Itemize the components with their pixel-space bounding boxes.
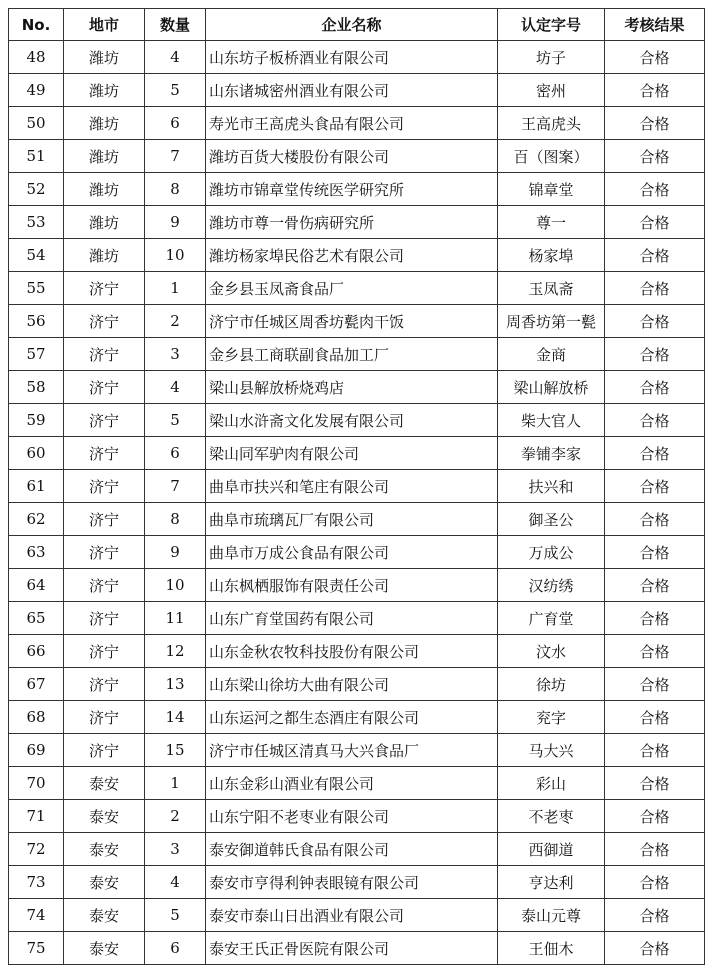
cell-no: 51 [9, 140, 64, 173]
cell-no: 72 [9, 833, 64, 866]
cell-name: 金乡县工商联副食品加工厂 [206, 338, 498, 371]
cell-qty: 4 [145, 371, 206, 404]
cell-name: 泰安市亨得利钟表眼镜有限公司 [206, 866, 498, 899]
cell-mark: 御圣公 [498, 503, 605, 536]
cell-city: 泰安 [64, 899, 145, 932]
cell-result: 合格 [605, 371, 705, 404]
cell-qty: 7 [145, 140, 206, 173]
cell-no: 48 [9, 41, 64, 74]
cell-result: 合格 [605, 932, 705, 965]
cell-result: 合格 [605, 338, 705, 371]
cell-no: 63 [9, 536, 64, 569]
cell-city: 潍坊 [64, 140, 145, 173]
cell-city: 济宁 [64, 668, 145, 701]
cell-qty: 9 [145, 536, 206, 569]
cell-qty: 8 [145, 503, 206, 536]
table-row [9, 206, 705, 239]
cell-result: 合格 [605, 404, 705, 437]
cell-city: 济宁 [64, 371, 145, 404]
cell-no: 61 [9, 470, 64, 503]
cell-no: 55 [9, 272, 64, 305]
cell-mark: 柴大官人 [498, 404, 605, 437]
cell-qty: 5 [145, 899, 206, 932]
cell-qty: 1 [145, 767, 206, 800]
cell-result: 合格 [605, 668, 705, 701]
cell-result: 合格 [605, 437, 705, 470]
table-row [9, 305, 705, 338]
table-row [9, 338, 705, 371]
cell-name: 山东运河之都生态酒庄有限公司 [206, 701, 498, 734]
cell-no: 53 [9, 206, 64, 239]
cell-qty: 3 [145, 833, 206, 866]
cell-city: 泰安 [64, 800, 145, 833]
table-row [9, 74, 705, 107]
cell-city: 潍坊 [64, 206, 145, 239]
cell-name: 金乡县玉凤斋食品厂 [206, 272, 498, 305]
table-row [9, 371, 705, 404]
header-mark: 认定字号 [498, 9, 605, 41]
cell-result: 合格 [605, 833, 705, 866]
cell-city: 济宁 [64, 734, 145, 767]
cell-no: 68 [9, 701, 64, 734]
cell-qty: 3 [145, 338, 206, 371]
cell-result: 合格 [605, 206, 705, 239]
cell-qty: 2 [145, 305, 206, 338]
cell-name: 潍坊市尊一骨伤病研究所 [206, 206, 498, 239]
cell-result: 合格 [605, 734, 705, 767]
cell-result: 合格 [605, 41, 705, 74]
table-row [9, 404, 705, 437]
cell-no: 57 [9, 338, 64, 371]
cell-name: 济宁市任城区清真马大兴食品厂 [206, 734, 498, 767]
table-row [9, 173, 705, 206]
document-page [8, 8, 705, 965]
table-row [9, 833, 705, 866]
table-body [9, 41, 705, 965]
cell-qty: 6 [145, 437, 206, 470]
cell-name: 山东广育堂国药有限公司 [206, 602, 498, 635]
cell-mark: 杨家埠 [498, 239, 605, 272]
table-row [9, 470, 705, 503]
cell-qty: 1 [145, 272, 206, 305]
cell-qty: 13 [145, 668, 206, 701]
header-result: 考核结果 [605, 9, 705, 41]
cell-mark: 不老枣 [498, 800, 605, 833]
cell-mark: 彩山 [498, 767, 605, 800]
cell-name: 山东坊子板桥酒业有限公司 [206, 41, 498, 74]
cell-no: 74 [9, 899, 64, 932]
cell-result: 合格 [605, 899, 705, 932]
cell-no: 54 [9, 239, 64, 272]
cell-qty: 7 [145, 470, 206, 503]
cell-mark: 坊子 [498, 41, 605, 74]
cell-city: 济宁 [64, 536, 145, 569]
cell-no: 71 [9, 800, 64, 833]
cell-mark: 西御道 [498, 833, 605, 866]
cell-name: 潍坊杨家埠民俗艺术有限公司 [206, 239, 498, 272]
cell-name: 曲阜市扶兴和笔庄有限公司 [206, 470, 498, 503]
table-row [9, 932, 705, 965]
cell-mark: 兖字 [498, 701, 605, 734]
cell-qty: 5 [145, 74, 206, 107]
cell-name: 山东金秋农牧科技股份有限公司 [206, 635, 498, 668]
cell-result: 合格 [605, 503, 705, 536]
cell-mark: 尊一 [498, 206, 605, 239]
cell-result: 合格 [605, 74, 705, 107]
cell-city: 济宁 [64, 338, 145, 371]
cell-city: 泰安 [64, 932, 145, 965]
cell-mark: 汉纺绣 [498, 569, 605, 602]
cell-city: 潍坊 [64, 173, 145, 206]
enterprise-table [8, 8, 705, 965]
cell-qty: 9 [145, 206, 206, 239]
header-name: 企业名称 [206, 9, 498, 41]
cell-name: 梁山水浒斋文化发展有限公司 [206, 404, 498, 437]
table-row [9, 635, 705, 668]
cell-qty: 8 [145, 173, 206, 206]
table-row [9, 866, 705, 899]
cell-city: 济宁 [64, 635, 145, 668]
cell-result: 合格 [605, 470, 705, 503]
cell-city: 济宁 [64, 503, 145, 536]
cell-name: 曲阜市万成公食品有限公司 [206, 536, 498, 569]
cell-mark: 徐坊 [498, 668, 605, 701]
cell-no: 66 [9, 635, 64, 668]
cell-name: 山东金彩山酒业有限公司 [206, 767, 498, 800]
header-city: 地市 [64, 9, 145, 41]
cell-qty: 11 [145, 602, 206, 635]
cell-no: 64 [9, 569, 64, 602]
cell-no: 60 [9, 437, 64, 470]
cell-name: 潍坊市锦章堂传统医学研究所 [206, 173, 498, 206]
cell-mark: 金商 [498, 338, 605, 371]
cell-city: 泰安 [64, 833, 145, 866]
table-row [9, 437, 705, 470]
cell-city: 泰安 [64, 767, 145, 800]
cell-no: 75 [9, 932, 64, 965]
cell-name: 曲阜市琉璃瓦厂有限公司 [206, 503, 498, 536]
cell-name: 山东宁阳不老枣业有限公司 [206, 800, 498, 833]
cell-qty: 10 [145, 239, 206, 272]
cell-result: 合格 [605, 107, 705, 140]
cell-qty: 15 [145, 734, 206, 767]
cell-city: 潍坊 [64, 239, 145, 272]
cell-result: 合格 [605, 800, 705, 833]
header-qty: 数量 [145, 9, 206, 41]
cell-no: 58 [9, 371, 64, 404]
cell-no: 69 [9, 734, 64, 767]
cell-mark: 王佃木 [498, 932, 605, 965]
cell-city: 济宁 [64, 272, 145, 305]
cell-mark: 王高虎头 [498, 107, 605, 140]
table-row [9, 569, 705, 602]
table-row [9, 239, 705, 272]
cell-no: 67 [9, 668, 64, 701]
cell-result: 合格 [605, 602, 705, 635]
cell-city: 济宁 [64, 569, 145, 602]
cell-qty: 6 [145, 932, 206, 965]
cell-mark: 百（图案） [498, 140, 605, 173]
table-row [9, 503, 705, 536]
cell-qty: 12 [145, 635, 206, 668]
cell-mark: 锦章堂 [498, 173, 605, 206]
cell-no: 59 [9, 404, 64, 437]
cell-name: 泰安御道韩氏食品有限公司 [206, 833, 498, 866]
cell-mark: 马大兴 [498, 734, 605, 767]
cell-result: 合格 [605, 305, 705, 338]
cell-city: 潍坊 [64, 74, 145, 107]
cell-no: 56 [9, 305, 64, 338]
cell-city: 泰安 [64, 866, 145, 899]
table-header [9, 9, 705, 41]
cell-qty: 6 [145, 107, 206, 140]
header-no: No. [9, 9, 64, 41]
cell-mark: 拳铺李家 [498, 437, 605, 470]
cell-result: 合格 [605, 635, 705, 668]
cell-name: 山东梁山徐坊大曲有限公司 [206, 668, 498, 701]
cell-no: 65 [9, 602, 64, 635]
table-row [9, 602, 705, 635]
cell-no: 50 [9, 107, 64, 140]
cell-mark: 万成公 [498, 536, 605, 569]
cell-result: 合格 [605, 272, 705, 305]
cell-name: 寿光市王高虎头食品有限公司 [206, 107, 498, 140]
cell-no: 49 [9, 74, 64, 107]
cell-name: 梁山县解放桥烧鸡店 [206, 371, 498, 404]
table-row [9, 107, 705, 140]
cell-city: 济宁 [64, 602, 145, 635]
cell-result: 合格 [605, 701, 705, 734]
cell-result: 合格 [605, 140, 705, 173]
cell-mark: 汶水 [498, 635, 605, 668]
cell-city: 潍坊 [64, 107, 145, 140]
cell-city: 济宁 [64, 437, 145, 470]
cell-city: 济宁 [64, 470, 145, 503]
cell-qty: 5 [145, 404, 206, 437]
table-row [9, 272, 705, 305]
cell-city: 济宁 [64, 404, 145, 437]
table-row [9, 800, 705, 833]
cell-name: 济宁市任城区周香坊甏肉干饭 [206, 305, 498, 338]
cell-no: 52 [9, 173, 64, 206]
cell-mark: 泰山元尊 [498, 899, 605, 932]
cell-mark: 梁山解放桥 [498, 371, 605, 404]
cell-name: 潍坊百货大楼股份有限公司 [206, 140, 498, 173]
cell-mark: 周香坊第一甏 [498, 305, 605, 338]
cell-qty: 10 [145, 569, 206, 602]
cell-name: 泰安王氏正骨医院有限公司 [206, 932, 498, 965]
cell-city: 济宁 [64, 305, 145, 338]
cell-name: 山东枫栖服饰有限责任公司 [206, 569, 498, 602]
cell-qty: 14 [145, 701, 206, 734]
cell-city: 潍坊 [64, 41, 145, 74]
table-row [9, 767, 705, 800]
table-row [9, 701, 705, 734]
cell-name: 山东诸城密州酒业有限公司 [206, 74, 498, 107]
table-row [9, 140, 705, 173]
cell-mark: 扶兴和 [498, 470, 605, 503]
table-row [9, 899, 705, 932]
header-row [9, 9, 705, 41]
cell-qty: 4 [145, 866, 206, 899]
cell-city: 济宁 [64, 701, 145, 734]
cell-mark: 密州 [498, 74, 605, 107]
cell-result: 合格 [605, 569, 705, 602]
cell-qty: 4 [145, 41, 206, 74]
table-row [9, 734, 705, 767]
cell-qty: 2 [145, 800, 206, 833]
cell-mark: 亨达利 [498, 866, 605, 899]
cell-no: 70 [9, 767, 64, 800]
table-row [9, 668, 705, 701]
cell-name: 梁山同军驴肉有限公司 [206, 437, 498, 470]
cell-mark: 玉凤斋 [498, 272, 605, 305]
cell-mark: 广育堂 [498, 602, 605, 635]
cell-no: 73 [9, 866, 64, 899]
table-row [9, 536, 705, 569]
cell-name: 泰安市泰山日出酒业有限公司 [206, 899, 498, 932]
cell-result: 合格 [605, 536, 705, 569]
cell-result: 合格 [605, 866, 705, 899]
table-row [9, 41, 705, 74]
cell-result: 合格 [605, 173, 705, 206]
cell-no: 62 [9, 503, 64, 536]
cell-result: 合格 [605, 767, 705, 800]
cell-result: 合格 [605, 239, 705, 272]
